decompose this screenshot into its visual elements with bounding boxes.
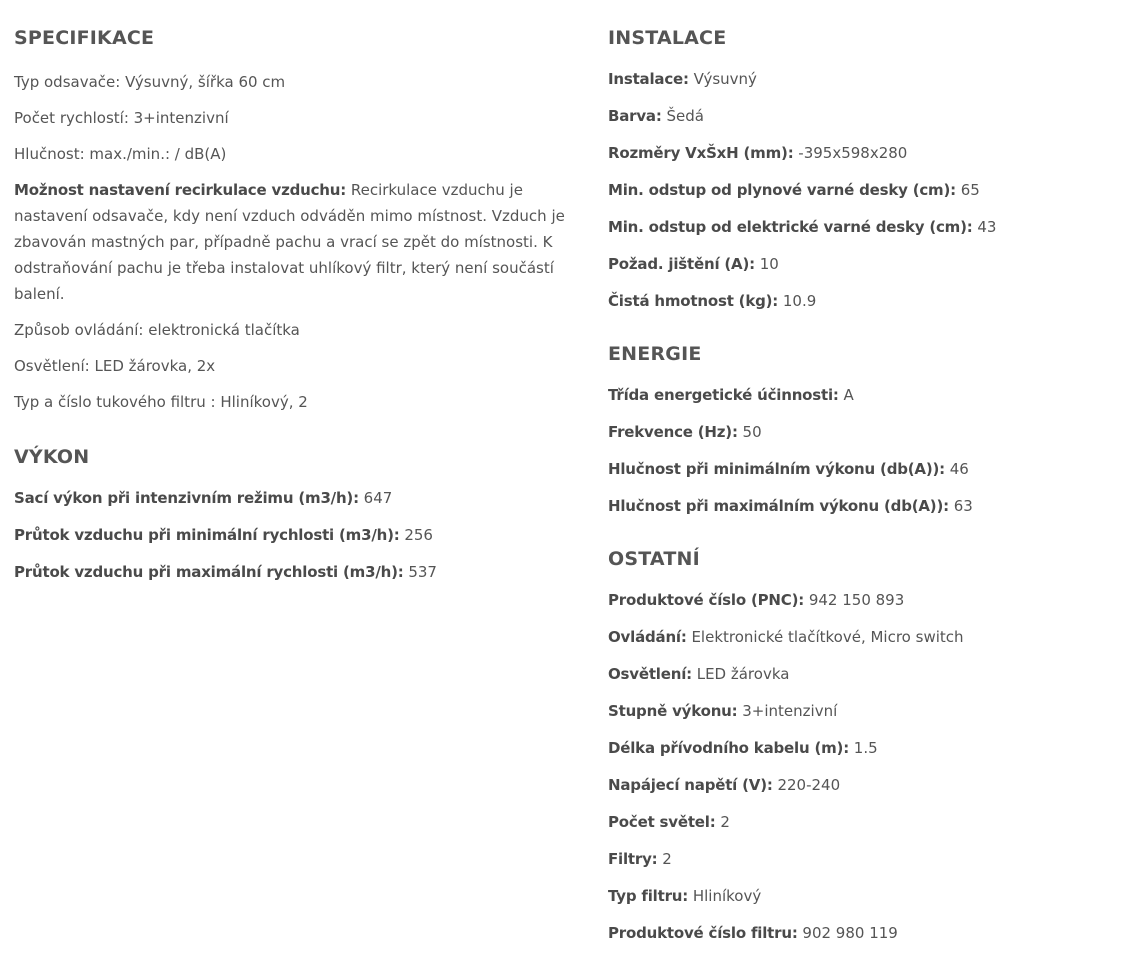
spec-row bbox=[608, 738, 1118, 759]
spec-row: Počet rychlostí: 3+intenzivní bbox=[14, 109, 229, 127]
section-specifikace bbox=[14, 26, 574, 415]
spec-value: Hliníkový bbox=[692, 887, 762, 905]
spec-row bbox=[608, 775, 1118, 796]
spec-row bbox=[608, 849, 1118, 870]
spec-label: Průtok vzduchu při maximální rychlosti (m3/h): bbox=[14, 563, 404, 581]
spec-label: Třída energetické účinnosti: bbox=[608, 386, 839, 404]
spec-row bbox=[608, 180, 1118, 201]
spec-row bbox=[608, 69, 1118, 90]
spec-row bbox=[608, 812, 1118, 833]
spec-row bbox=[608, 291, 1118, 312]
spec-label: Filtry: bbox=[608, 850, 658, 868]
spec-row: Způsob ovládání: elektronická tlačítka bbox=[14, 321, 300, 339]
spec-value: 63 bbox=[953, 497, 973, 515]
section-energie bbox=[608, 342, 1118, 517]
spec-value: LED žárovka bbox=[696, 665, 790, 683]
spec-row bbox=[608, 459, 1118, 480]
spec-row: Typ a číslo tukového filtru : Hliníkový, 2 bbox=[14, 393, 308, 411]
spec-value: 46 bbox=[949, 460, 969, 478]
section-ostatni bbox=[608, 547, 1118, 944]
spec-value: Recirkulace vzduchu je nastavení odsavače, kdy není vzduch odváděn mimo místnost. Vzduch je zbavován mastných par, případně pachu a vrací se zpět do místnosti. K odstraňování pachu je třeba instalovat uhlíkový filtr, který není součástí balení. bbox=[14, 181, 565, 303]
spec-value: 1.5 bbox=[853, 739, 878, 757]
spec-value: Šedá bbox=[666, 107, 704, 125]
spec-value: 256 bbox=[404, 526, 433, 544]
spec-label: Délka přívodního kabelu (m): bbox=[608, 739, 849, 757]
spec-label: Min. odstup od plynové varné desky (cm): bbox=[608, 181, 956, 199]
spec-row bbox=[608, 496, 1118, 517]
spec-row bbox=[14, 525, 574, 546]
section-title-ostatni: OSTATNÍ bbox=[608, 548, 700, 570]
left-column bbox=[14, 26, 574, 613]
spec-value: 2 bbox=[720, 813, 730, 831]
spec-row bbox=[608, 217, 1118, 238]
spec-label: Rozměry VxŠxH (mm): bbox=[608, 144, 794, 162]
spec-label: Instalace: bbox=[608, 70, 689, 88]
spec-row bbox=[608, 106, 1118, 127]
spec-label: Možnost nastavení recirkulace vzduchu: bbox=[14, 181, 347, 199]
section-vykon bbox=[14, 445, 574, 583]
section-title-specifikace: SPECIFIKACE bbox=[14, 27, 155, 49]
spec-row bbox=[608, 422, 1118, 443]
spec-label: Frekvence (Hz): bbox=[608, 423, 738, 441]
spec-label: Hlučnost při maximálním výkonu (db(A)): bbox=[608, 497, 949, 515]
spec-value: 2 bbox=[662, 850, 672, 868]
spec-row bbox=[608, 254, 1118, 275]
spec-value: 10 bbox=[759, 255, 779, 273]
spec-row bbox=[608, 701, 1118, 722]
spec-label: Produktové číslo (PNC): bbox=[608, 591, 805, 609]
spec-row bbox=[608, 627, 1118, 648]
spec-value: 942 150 893 bbox=[808, 591, 905, 609]
spec-label: Typ filtru: bbox=[608, 887, 689, 905]
spec-value: Elektronické tlačítkové, Micro switch bbox=[691, 628, 964, 646]
spec-row bbox=[608, 664, 1118, 685]
section-instalace bbox=[608, 26, 1118, 312]
spec-value: 220-240 bbox=[777, 776, 841, 794]
right-column bbox=[608, 26, 1118, 974]
spec-value: 3+intenzivní bbox=[742, 702, 838, 720]
spec-label: Min. odstup od elektrické varné desky (cm): bbox=[608, 218, 973, 236]
spec-value: Výsuvný bbox=[693, 70, 757, 88]
spec-label: Počet světel: bbox=[608, 813, 716, 831]
spec-label: Ovládání: bbox=[608, 628, 687, 646]
section-title-energie: ENERGIE bbox=[608, 343, 702, 365]
spec-label: Hlučnost při minimálním výkonu (db(A)): bbox=[608, 460, 945, 478]
spec-label: Sací výkon při intenzivním režimu (m3/h): bbox=[14, 489, 359, 507]
spec-label: Čistá hmotnost (kg): bbox=[608, 292, 779, 310]
spec-label: Napájecí napětí (V): bbox=[608, 776, 773, 794]
spec-row bbox=[608, 886, 1118, 907]
spec-row: Typ odsavače: Výsuvný, šířka 60 cm bbox=[14, 73, 286, 91]
spec-value: 537 bbox=[408, 563, 437, 581]
spec-row bbox=[14, 562, 574, 583]
spec-row bbox=[608, 923, 1118, 944]
spec-value: A bbox=[843, 386, 854, 404]
section-title-instalace: INSTALACE bbox=[608, 27, 727, 49]
spec-value: 902 980 119 bbox=[802, 924, 898, 942]
spec-value: 10.9 bbox=[782, 292, 817, 310]
spec-label: Stupně výkonu: bbox=[608, 702, 738, 720]
spec-value: 65 bbox=[960, 181, 980, 199]
spec-label: Osvětlení: bbox=[608, 665, 692, 683]
spec-row bbox=[608, 385, 1118, 406]
spec-value: -395x598x280 bbox=[798, 144, 908, 162]
spec-row bbox=[608, 590, 1118, 611]
spec-label: Barva: bbox=[608, 107, 662, 125]
spec-value: 50 bbox=[742, 423, 762, 441]
spec-label: Produktové číslo filtru: bbox=[608, 924, 798, 942]
spec-label: Požad. jištění (A): bbox=[608, 255, 755, 273]
spec-value: 43 bbox=[977, 218, 997, 236]
spec-row: Hlučnost: max./min.: / dB(A) bbox=[14, 145, 227, 163]
spec-row bbox=[608, 143, 1118, 164]
spec-label: Průtok vzduchu při minimální rychlosti (m3/h): bbox=[14, 526, 400, 544]
section-title-vykon: VÝKON bbox=[14, 446, 90, 468]
spec-row bbox=[14, 488, 574, 509]
spec-value: 647 bbox=[363, 489, 393, 507]
spec-row-recirculation bbox=[14, 177, 574, 307]
spec-row: Osvětlení: LED žárovka, 2x bbox=[14, 357, 216, 375]
